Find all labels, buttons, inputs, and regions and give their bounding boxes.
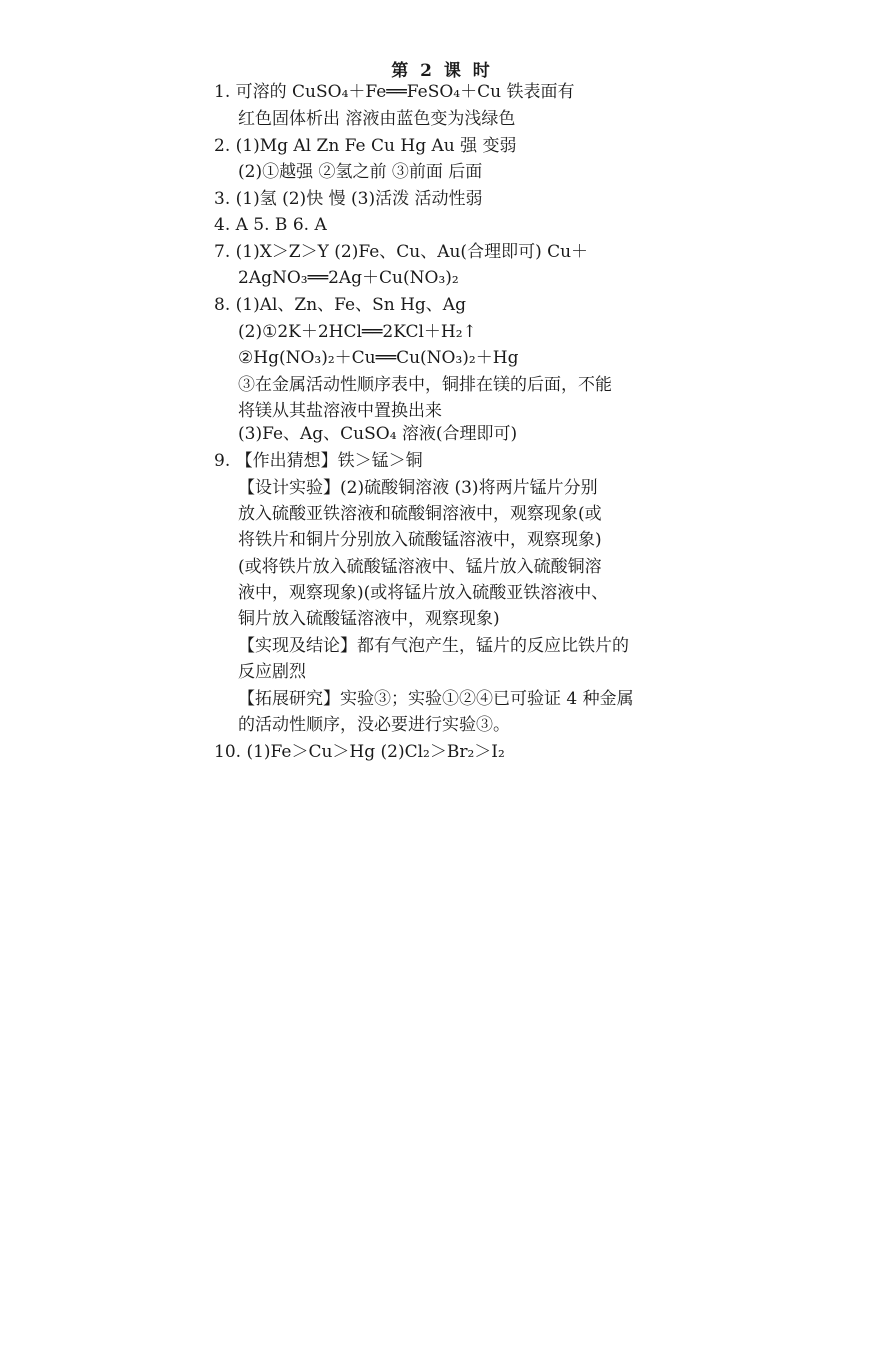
answer-2-line-1: 2. (1)Mg Al Zn Fe Cu Hg Au 强 变弱	[214, 136, 517, 156]
answer-8-line-4: ③在金属活动性顺序表中，铜排在镁的后面，不能	[238, 375, 612, 395]
answer-9-line-2: 【设计实验】(2)硫酸铜溶液 (3)将两片锰片分别	[238, 478, 598, 498]
answer-7-line-2: 2AgNO₃══2Ag＋Cu(NO₃)₂	[238, 268, 459, 288]
answer-8-line-5: 将镁从其盐溶液中置换出来	[238, 401, 442, 421]
answer-9-line-10: 【拓展研究】实验③；实验①②④已可验证 4 种金属	[238, 689, 634, 709]
answer-9-line-3: 放入硫酸亚铁溶液和硫酸铜溶液中，观察现象(或	[238, 504, 602, 524]
answer-9-line-6: 液中，观察现象)(或将锰片放入硫酸亚铁溶液中、	[238, 583, 609, 603]
answer-9-line-9: 反应剧烈	[238, 662, 306, 682]
answer-1-line-1: 1. 可溶的 CuSO₄＋Fe══FeSO₄＋Cu 铁表面有	[214, 82, 575, 102]
answer-9-line-5: (或将铁片放入硫酸锰溶液中、锰片放入硫酸铜溶	[238, 557, 602, 577]
answer-9-line-8: 【实现及结论】都有气泡产生，锰片的反应比铁片的	[238, 636, 629, 656]
answer-9-line-4: 将铁片和铜片分别放入硫酸锰溶液中，观察现象)	[238, 530, 602, 550]
answer-2-line-2: (2)①越强 ②氢之前 ③前面 后面	[238, 162, 483, 182]
answer-8-line-6: (3)Fe、Ag、CuSO₄ 溶液(合理即可)	[238, 424, 518, 444]
answer-9-line-7: 铜片放入硫酸锰溶液中，观察现象)	[238, 609, 500, 629]
answer-9-line-11: 的活动性顺序，没必要进行实验③。	[238, 715, 510, 735]
answer-9-line-1: 9. 【作出猜想】铁＞锰＞铜	[214, 451, 423, 471]
answer-1-line-2: 红色固体析出 溶液由蓝色变为浅绿色	[238, 109, 516, 129]
answer-4-6: 4. A 5. B 6. A	[214, 215, 327, 235]
answer-8-line-3: ②Hg(NO₃)₂＋Cu══Cu(NO₃)₂＋Hg	[238, 348, 519, 368]
lesson-title: 第 2 课 时	[391, 61, 493, 81]
answer-8-line-2: (2)①2K＋2HCl══2KCl＋H₂↑	[238, 322, 477, 342]
answer-3: 3. (1)氢 (2)快 慢 (3)活泼 活动性弱	[214, 189, 483, 209]
answer-10: 10. (1)Fe＞Cu＞Hg (2)Cl₂＞Br₂＞I₂	[214, 742, 505, 762]
answer-7-line-1: 7. (1)X＞Z＞Y (2)Fe、Cu、Au(合理即可) Cu＋	[214, 242, 589, 262]
answer-8-line-1: 8. (1)Al、Zn、Fe、Sn Hg、Ag	[214, 295, 466, 315]
